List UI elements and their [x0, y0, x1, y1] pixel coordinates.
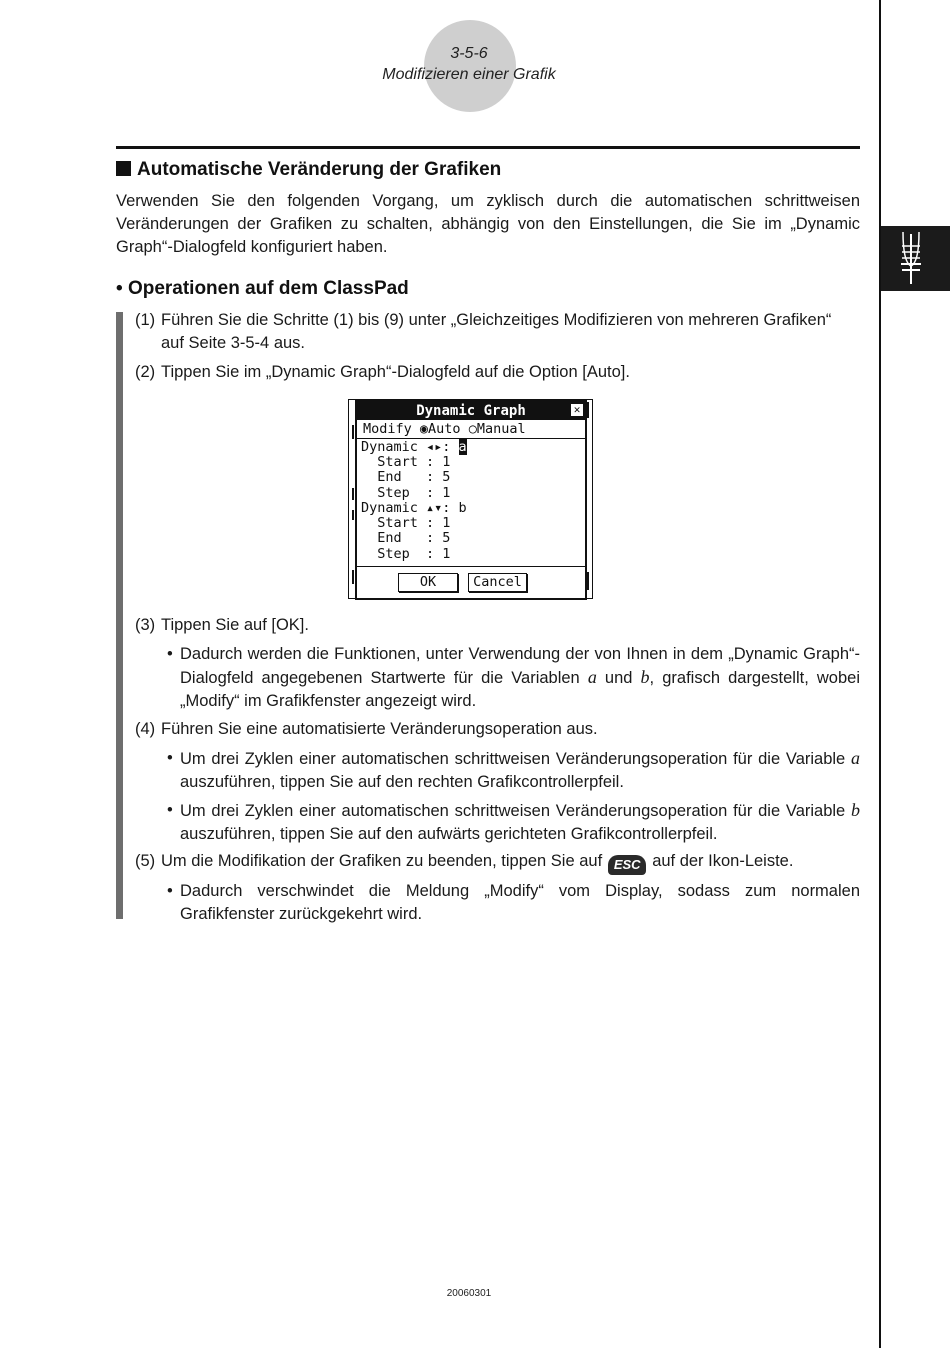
bullet-icon: •: [167, 882, 173, 900]
footer-code: 20060301: [446, 1288, 492, 1299]
radio-manual[interactable]: ○Manual: [468, 421, 526, 437]
procedure-bar: [116, 312, 123, 919]
bullet-icon: •: [167, 645, 173, 663]
step-number: (3): [135, 616, 156, 634]
dialog-title: Dynamic Graph: [357, 402, 585, 420]
step-4-text: Führen Sie eine automatisierte Veränderungsoperation aus.: [161, 720, 598, 738]
step-3-bullet: Dadurch werden die Funktionen, unter Verwendung der von Ihnen in dem „Dynamic Graph“-Dialogfeld angegebenen Startwerte für die Variablen a und b, grafisch dargestellt, wobei „Modify“ im Grafikfenster angezeigt wird.: [180, 645, 860, 710]
variable-b: b: [640, 667, 650, 687]
dynamic-2-field[interactable]: Dynamic ▴▾: b: [361, 500, 467, 516]
sub-heading-bullet: •: [116, 278, 123, 299]
step-1-line-1: Führen Sie die Schritte (1) bis (9) unter „Gleichzeitiges Modifizieren von mehreren Grafiken“: [161, 311, 832, 329]
section-heading: [116, 159, 501, 181]
step-1-field[interactable]: Step : 1: [361, 485, 451, 501]
start-2-field[interactable]: Start : 1: [361, 515, 451, 531]
variable-b: b: [851, 800, 860, 820]
cancel-button[interactable]: Cancel: [468, 573, 527, 592]
modify-label: Modify: [363, 421, 412, 437]
step-3-text: Tippen Sie auf [OK].: [161, 616, 309, 634]
step-number: (2): [135, 363, 156, 381]
esc-icon: ESC: [608, 855, 646, 875]
header-rule: [116, 146, 860, 149]
step-number: (5): [135, 852, 156, 870]
step-2-field[interactable]: Step : 1: [361, 546, 451, 562]
margin-rule: [879, 0, 881, 1348]
variable-a: a: [851, 748, 860, 768]
step-5-text: Um die Modifikation der Grafiken zu beenden, tippen Sie auf ESC auf der Ikon-Leiste.: [161, 850, 793, 875]
dynamic-1-row: [361, 440, 467, 455]
step-number: (4): [135, 720, 156, 738]
page-number: 3-5-6: [450, 45, 488, 62]
dynamic-1-field[interactable]: a: [458, 439, 467, 455]
page-title: Modifizieren einer Grafik: [382, 66, 556, 83]
sub-heading-text: Operationen auf dem ClassPad: [127, 278, 409, 299]
step-2-text: Tippen Sie im „Dynamic Graph“-Dialogfeld auf die Option [Auto].: [161, 363, 630, 381]
start-1-field[interactable]: Start : 1: [361, 454, 451, 470]
dynamic-1-label: Dynamic ◂▸:: [361, 439, 451, 455]
step-4-bullet-1: Um drei Zyklen einer automatischen schrittweisen Veränderungsoperation für die Variable a auszuführen, tippen Sie auf den rechten Grafikcontrollerpfeil.: [180, 748, 860, 791]
graph-chapter-icon: [881, 226, 950, 291]
chapter-tab: [881, 226, 950, 291]
sub-heading: [116, 278, 409, 300]
intro-paragraph: Verwenden Sie den folgenden Vorgang, um zyklisch durch die automatischen schrittweisen Veränderungen der Grafiken zu schalten, abhängig von den Einstellungen, die Sie im „Dynamic Graph“-Dialogfeld konfiguriert haben.: [116, 192, 860, 256]
end-1-field[interactable]: End : 5: [361, 469, 451, 485]
end-2-field[interactable]: End : 5: [361, 530, 451, 546]
square-bullet-icon: [116, 161, 131, 176]
section-heading-text: Automatische Veränderung der Grafiken: [137, 159, 502, 180]
step-4-bullet-2: Um drei Zyklen einer automatischen schrittweisen Veränderungsoperation für die Variable b auszuführen, tippen Sie auf den aufwärts gerichteten Grafikcontrollerpfeil.: [180, 800, 860, 843]
radio-auto[interactable]: ◉Auto: [419, 421, 461, 437]
step-number: (1): [135, 311, 156, 329]
step-5-bullet: Dadurch verschwindet die Meldung „Modify“ vom Display, sodass zum normalen Grafikfenster zurückgekehrt wird.: [180, 882, 860, 923]
bullet-icon: •: [167, 801, 173, 819]
close-icon[interactable]: ✕: [571, 404, 583, 416]
ok-button[interactable]: OK: [398, 573, 458, 592]
dynamic-graph-dialog: [355, 400, 587, 600]
dynamic-graph-screenshot: [348, 399, 593, 599]
variable-a: a: [587, 667, 597, 687]
modify-row: [363, 422, 526, 437]
bullet-icon: •: [167, 749, 173, 767]
step-1-line-2: auf Seite 3-5-4 aus.: [161, 334, 306, 352]
